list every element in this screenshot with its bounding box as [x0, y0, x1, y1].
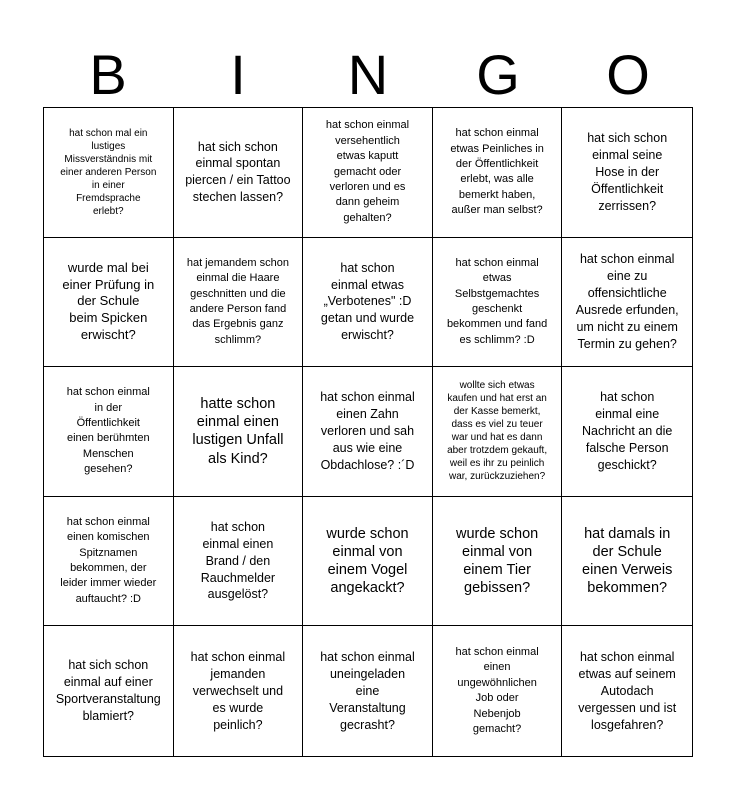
bingo-cell[interactable] [303, 108, 433, 238]
bingo-cell-text: hat schon einmal etwas Peinliches in der Öffentlichkeit erlebt, was alle bemerkt haben, außer man selbst? [450, 127, 544, 217]
bingo-cell[interactable] [562, 367, 692, 497]
bingo-cell[interactable] [303, 626, 433, 756]
header-letter-b: B [89, 43, 127, 106]
bingo-cell-text: hat schon einmal in der Öffentlichkeit einen berühmten Menschen gesehen? [66, 386, 150, 476]
bingo-cell-text: hat jemandem schon einmal die Haare geschnitten und die andere Person fand das Ergebnis ganz schlimm? [186, 256, 289, 346]
bingo-cell[interactable] [174, 367, 304, 497]
bingo-cell[interactable] [562, 108, 692, 238]
bingo-cell[interactable] [433, 626, 563, 756]
bingo-cell[interactable] [433, 497, 563, 627]
bingo-cell-text: hat schon einmal einen komischen Spitznamen bekommen, der leider immer wieder auftaucht? :D [60, 515, 157, 605]
bingo-cell[interactable] [44, 367, 174, 497]
bingo-header [43, 42, 693, 108]
header-letter-i: I [230, 43, 246, 106]
bingo-cell-text: hat schon einmal einen Zahn verloren und sah aus wie eine Obdachlose? :´D [320, 390, 415, 472]
bingo-cell[interactable] [433, 238, 563, 368]
bingo-cell-text: wollte sich etwas kaufen und hat erst an der Kasse bemerkt, dass es viel zu teuer war und hat es dann aber trotzdem gekauft, weil es ihr zu peinlich war, zurückzuziehen? [447, 380, 548, 483]
bingo-cell-text: hat schon einmal eine Nachricht an die falsche Person geschickt? [582, 390, 673, 472]
header-letter-n: N [347, 43, 389, 106]
bingo-cell-text: hat sich schon einmal seine Hose in der Öffentlichkeit zerrissen? [587, 131, 668, 213]
bingo-cell-text: wurde schon einmal von einem Vogel angekackt? [326, 525, 409, 597]
bingo-cell[interactable] [303, 238, 433, 368]
bingo-cell-text: hat sich schon einmal auf einer Sportveranstaltung blamiert? [55, 658, 161, 724]
bingo-cell-text: wurde schon einmal von einem Tier gebissen? [455, 525, 539, 597]
bingo-cell[interactable] [174, 626, 304, 756]
bingo-cell[interactable] [433, 108, 563, 238]
bingo-cell[interactable] [303, 497, 433, 627]
bingo-cell[interactable] [174, 497, 304, 627]
bingo-cell[interactable] [562, 626, 692, 756]
bingo-cell-text: hat sich schon einmal spontan piercen / ein Tattoo stechen lassen? [185, 139, 291, 205]
bingo-grid [43, 107, 693, 757]
bingo-cell-text: hat schon einmal etwas „Verbotenes" :D getan und wurde erwischt? [320, 260, 415, 343]
bingo-cell-text: hat schon einmal eine zu offensichtliche Ausrede erfunden, um nicht zu einem Termin zu gehen? [575, 252, 679, 351]
bingo-cell[interactable] [44, 238, 174, 368]
header-letter-o: O [606, 43, 650, 106]
header-letter-g: G [476, 43, 520, 106]
bingo-cell[interactable] [44, 108, 174, 238]
bingo-cell[interactable] [44, 626, 174, 756]
bingo-cell[interactable] [44, 497, 174, 627]
bingo-cell[interactable] [174, 238, 304, 368]
bingo-cell[interactable] [562, 497, 692, 627]
bingo-cell[interactable] [433, 367, 563, 497]
bingo-cell-text: hat schon einmal versehentlich etwas kaputt gemacht oder verloren und es dann geheim gehalten? [325, 119, 410, 224]
bingo-cell[interactable] [174, 108, 304, 238]
bingo-cell-text: hat damals in der Schule einen Verweis bekommen? [582, 525, 673, 597]
bingo-cell-text: hat schon einmal etwas Selbstgemachtes geschenkt bekommen und fand es schlimm? :D [446, 256, 548, 346]
bingo-cell-text: hat schon einmal einen Brand / den Rauchmelder ausgelöst? [200, 519, 276, 602]
bingo-cell-text: hat schon einmal einen ungewöhnlichen Job oder Nebenjob gemacht? [455, 646, 539, 735]
bingo-cell-text: hat schon einmal etwas auf seinem Autodach vergessen und ist losgefahren? [578, 650, 677, 732]
bingo-cell-text: hat schon einmal uneingeladen eine Veranstaltung gecrasht? [320, 650, 415, 732]
bingo-cell-text: hat schon einmal jemanden verwechselt und es wurde peinlich? [190, 650, 286, 732]
bingo-cell[interactable] [303, 367, 433, 497]
bingo-cell-text: hat schon mal ein lustiges Missverständnis mit einer anderen Person in einer Fremdsprache erlebt? [60, 127, 157, 217]
bingo-cell-text: hatte schon einmal einen lustigen Unfall als Kind? [192, 396, 284, 467]
bingo-cell-text: wurde mal bei einer Prüfung in der Schule beim Spicken erwischt? [62, 259, 155, 343]
bingo-cell[interactable] [562, 238, 692, 368]
